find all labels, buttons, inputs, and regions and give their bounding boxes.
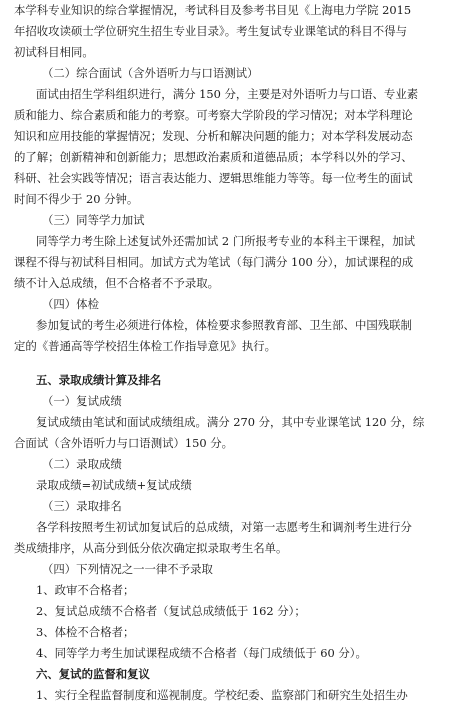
text-line: （四）下列情况之一一律不予录取	[42, 562, 213, 576]
text-line: 1、实行全程监督制度和巡视制度。学校纪委、监察部门和研究生处招生办	[36, 688, 408, 702]
text-line: 4、同等学力考生加试课程成绩不合格者（每门成绩低于 60 分）。	[36, 646, 367, 660]
text-line: 定的《普通高等学校招生体检工作指导意见》执行。	[14, 339, 276, 353]
text-line: 时间不得少于 20 分钟。	[14, 192, 139, 206]
text-line: 2、复试总成绩不合格者（复试总成绩低于 162 分）；	[36, 604, 306, 618]
text-line: 合面试（含外语听力与口语测试）150 分。	[14, 436, 234, 450]
text-line: （三）录取排名	[42, 499, 122, 513]
text-line: （四）体检	[42, 297, 99, 311]
text-line: 年招收攻读硕士学位研究生招生专业目录》。考生复试专业课笔试的科目不得与	[14, 24, 407, 38]
text-line: （一）复试成绩	[42, 394, 122, 408]
text-line: 课程不得与初试科目相同。加试方式为笔试（每门满分 100 分），加试课程的成	[14, 255, 414, 269]
text-line: 知识和应用技能的掌握情况；发现、分析和解决问题的能力；对本学科发展动态	[14, 129, 413, 143]
text-line: 参加复试的考生必须进行体检，体检要求参照教育部、卫生部、中国残联制	[36, 318, 412, 332]
text-line: 3、体检不合格者；	[36, 625, 135, 639]
text-line: 绩不计入总成绩，但不合格者不予录取。	[14, 276, 220, 290]
text-line: 质和能力、综合素质和能力的考察。可考察大学阶段的学习情况；对本学科理论	[14, 108, 413, 122]
text-line: （二）综合面试（含外语听力与口语测试）	[42, 66, 259, 80]
text-line: 各学科按照考生初试加复试后的总成绩，对第一志愿考生和调剂考生进行分	[36, 520, 412, 534]
text-line: 复试成绩由笔试和面试成绩组成。满分 270 分，其中专业课笔试 120 分，综	[36, 415, 425, 429]
text-line: 1、政审不合格者；	[36, 583, 135, 597]
text-line: 同等学力考生除上述复试外还需加试 2 门所报考专业的本科主干课程，加试	[36, 234, 415, 248]
text-line: （二）录取成绩	[42, 457, 122, 471]
section-heading: 五、录取成绩计算及排名	[36, 373, 162, 387]
text-line: 科研、社会实践等情况；语言表达能力、逻辑思维能力等等。每一位考生的面试	[14, 171, 413, 185]
text-line: 面试由招生学科组织进行，满分 150 分，主要是对外语听力与口语、专业素	[36, 87, 419, 101]
text-line: 类成绩排序，从高分到低分依次确定拟录取考生名单。	[14, 541, 288, 555]
text-line: 初试科目相同。	[14, 45, 94, 59]
text-line: （三）同等学力加试	[42, 213, 145, 227]
text-line: 录取成绩=初试成绩+复试成绩	[36, 478, 192, 492]
section-heading: 六、复试的监督和复议	[36, 667, 150, 681]
text-line: 的了解；创新精神和创新能力；思想政治素质和道德品质；本学科以外的学习、	[14, 150, 413, 164]
text-line: 本学科专业知识的综合掌握情况，考试科目及参考书目见《上海电力学院 2015	[14, 3, 412, 17]
